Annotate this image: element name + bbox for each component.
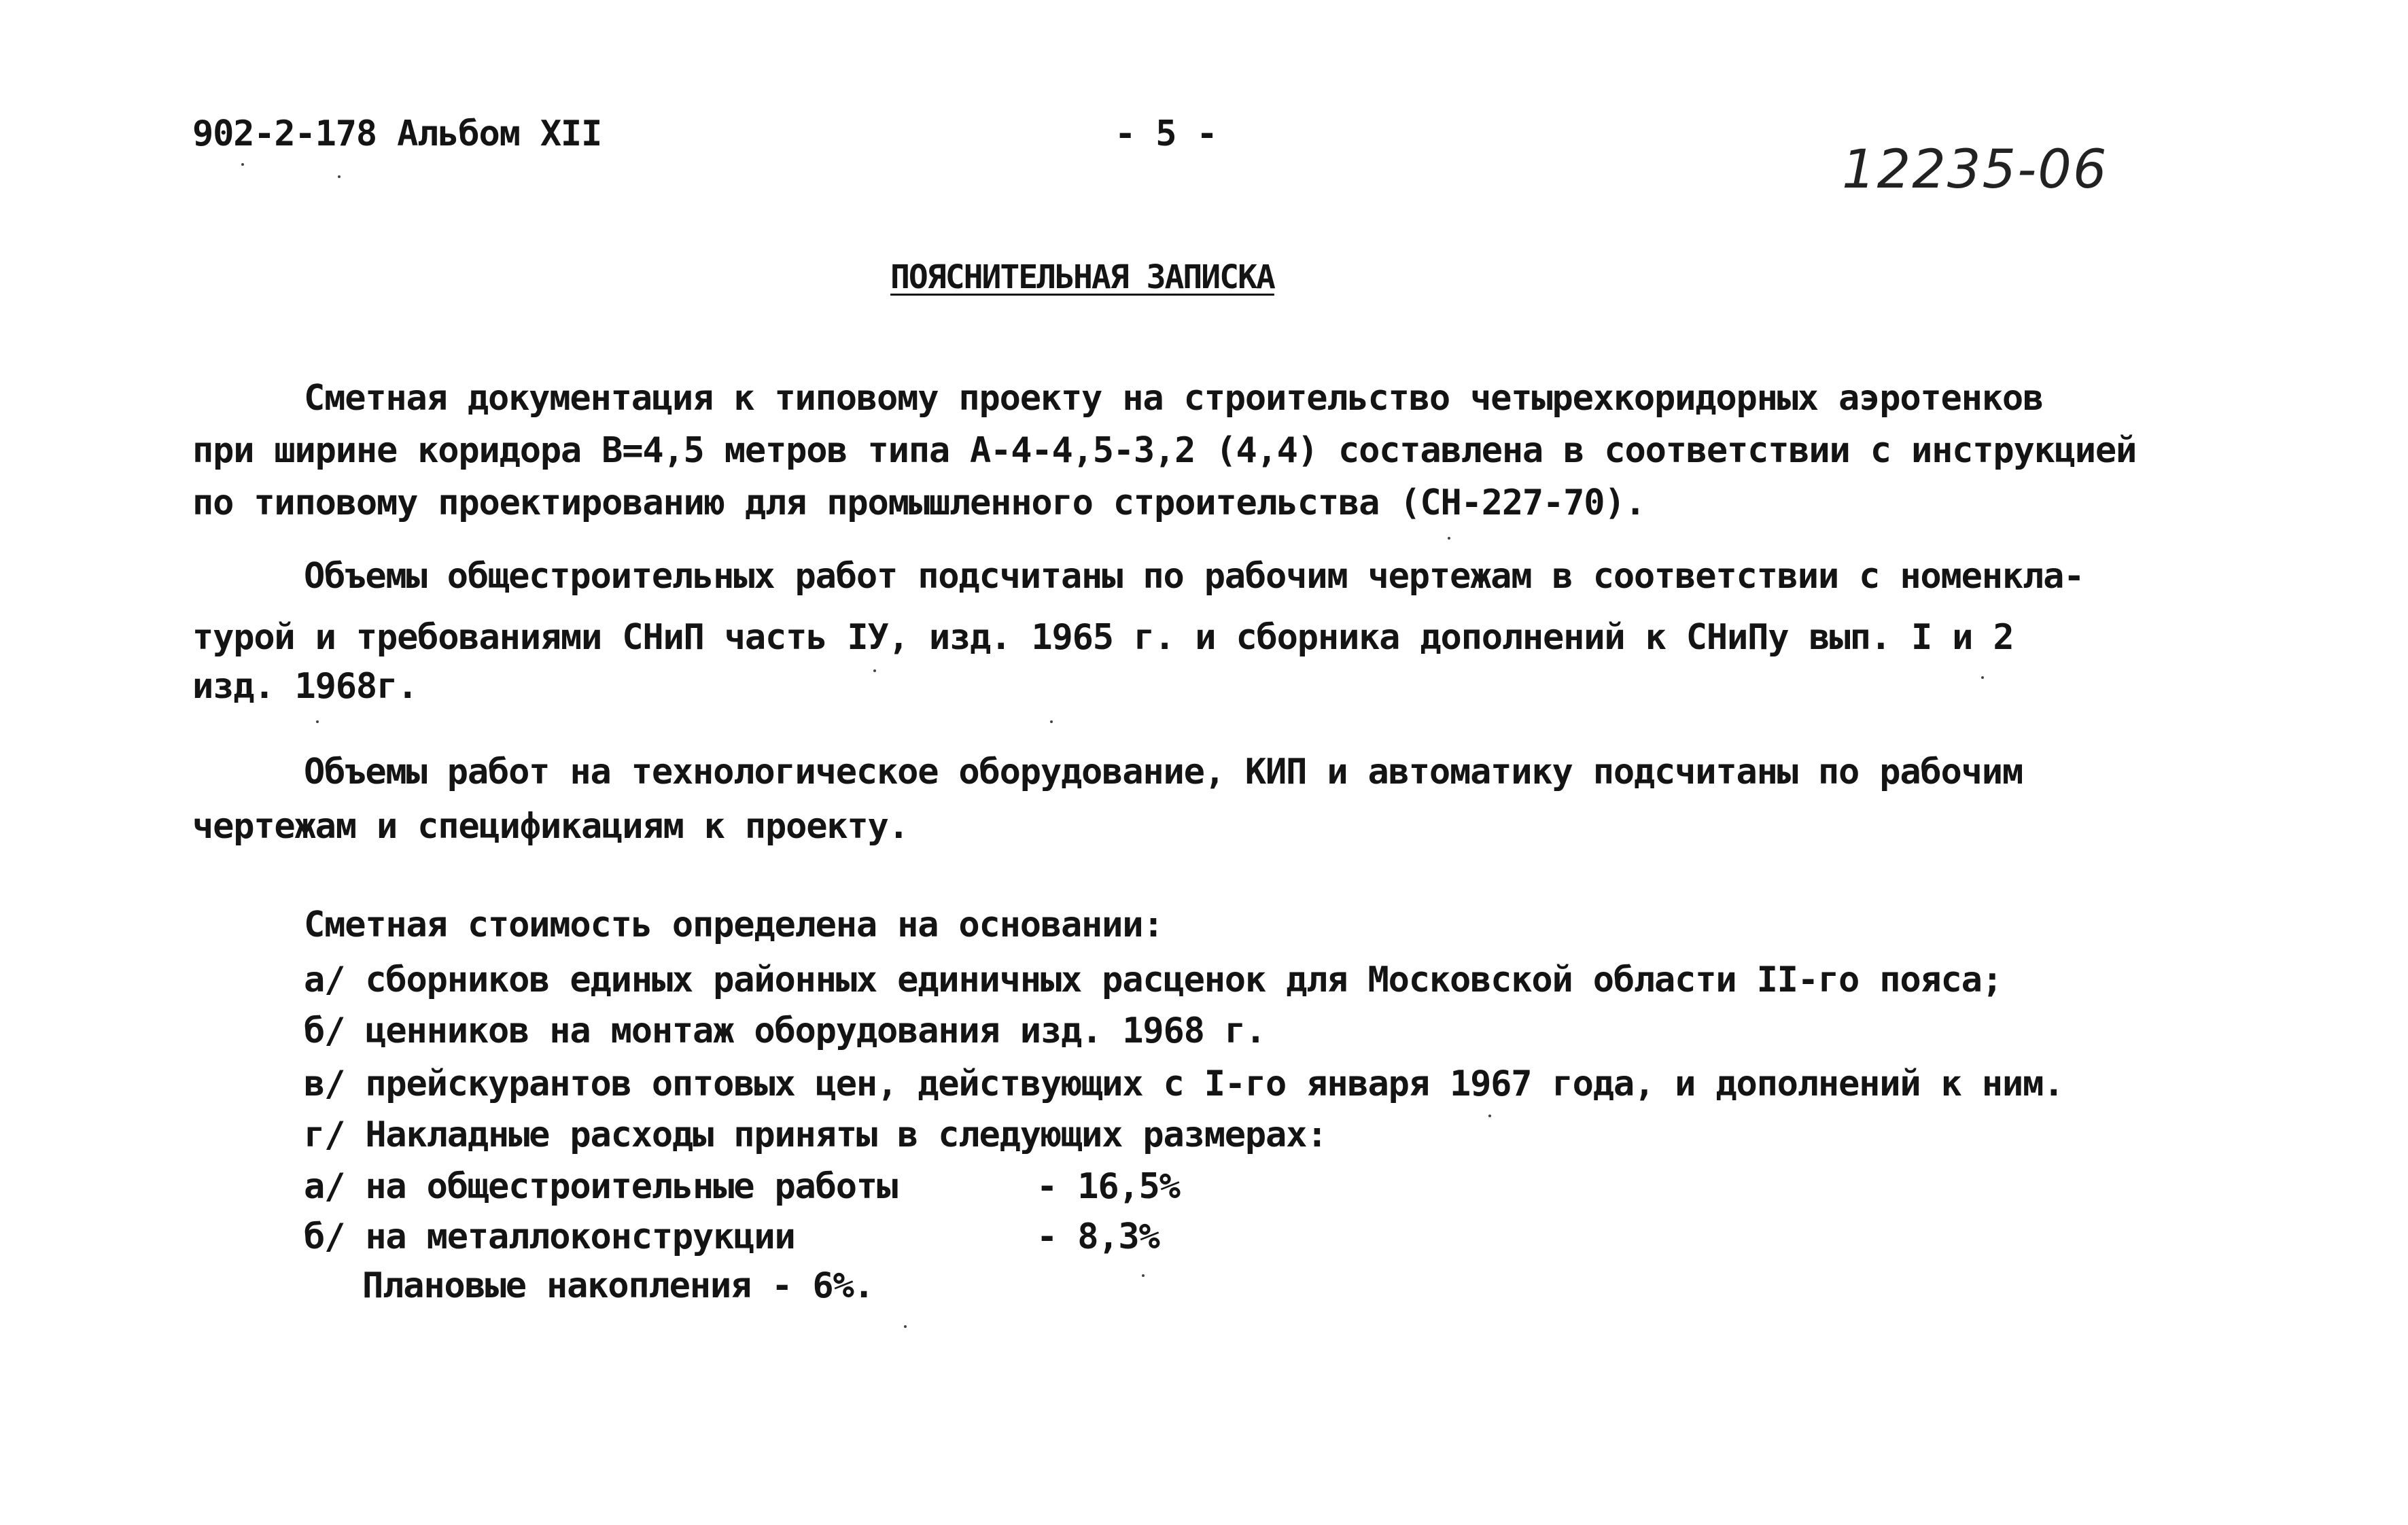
overhead-b-value: - 8,3%: [1036, 1216, 1159, 1257]
basis-item-g: г/ Накладные расходы приняты в следующих размерах:: [304, 1115, 1327, 1155]
doc-number-handwritten: 12235-06: [1842, 139, 2108, 200]
scan-speck: [316, 720, 319, 723]
scan-speck: [1142, 1274, 1145, 1277]
scan-speck: [904, 1325, 907, 1328]
scan-speck: [873, 669, 876, 672]
overhead-b-label: б/ на металлоконструкции: [304, 1216, 795, 1257]
basis-item-b: б/ ценников на монтаж оборудования изд. 1968 г.: [304, 1011, 1266, 1051]
paragraph-3-line-1: Объемы работ на технологическое оборудование, КИП и автоматику подсчитаны по рабочим: [304, 752, 2023, 792]
scan-speck: [338, 175, 341, 178]
basis-item-v: в/ прейскурантов оптовых цен, действующих с I-го января 1967 года, и дополнений к ним.: [304, 1064, 2064, 1104]
scan-speck: [1981, 676, 1984, 679]
album-reference: 902-2-178 Альбом XII: [192, 113, 602, 154]
paragraph-3-line-2: чертежам и спецификациям к проекту.: [192, 806, 909, 847]
basis-item-a: а/ сборников единых районных единичных расценок для Московской области II-го пояса;: [304, 960, 2002, 1000]
paragraph-2-line-3: изд. 1968г.: [192, 666, 418, 707]
section-title: ПОЯСНИТЕЛЬНАЯ ЗАПИСКА: [890, 258, 1274, 296]
planned-savings: Плановые накопления - 6%.: [362, 1265, 874, 1306]
scan-speck: [241, 163, 244, 166]
basis-intro: Сметная стоимость определена на основании:: [304, 905, 1164, 945]
overhead-a-label: а/ на общестроительные работы: [304, 1166, 898, 1207]
scan-speck: [1488, 1115, 1491, 1117]
paragraph-2-line-1: Объемы общестроительных работ подсчитаны по рабочим чертежам в соответствии с номенкла-: [304, 556, 2084, 597]
paragraph-2-line-2: турой и требованиями СНиП часть IУ, изд. 1965 г. и сборника дополнений к СНиПу вып. I и 2: [192, 617, 2014, 658]
scan-speck: [1050, 720, 1053, 723]
paragraph-1-line-2: при ширине коридора В=4,5 метров типа А-4-4,5-3,2 (4,4) составлена в соответствии с инструкцией: [192, 430, 2137, 471]
paragraph-1-line-3: по типовому проектированию для промышленного строительства (СН-227-70).: [192, 483, 1645, 523]
scan-speck: [1448, 537, 1450, 540]
page-number: - 5 -: [1115, 113, 1217, 154]
paragraph-1-line-1: Сметная документация к типовому проекту на строительство четырехкоридорных аэротенков: [304, 378, 2044, 419]
overhead-a-value: - 16,5%: [1036, 1166, 1180, 1207]
